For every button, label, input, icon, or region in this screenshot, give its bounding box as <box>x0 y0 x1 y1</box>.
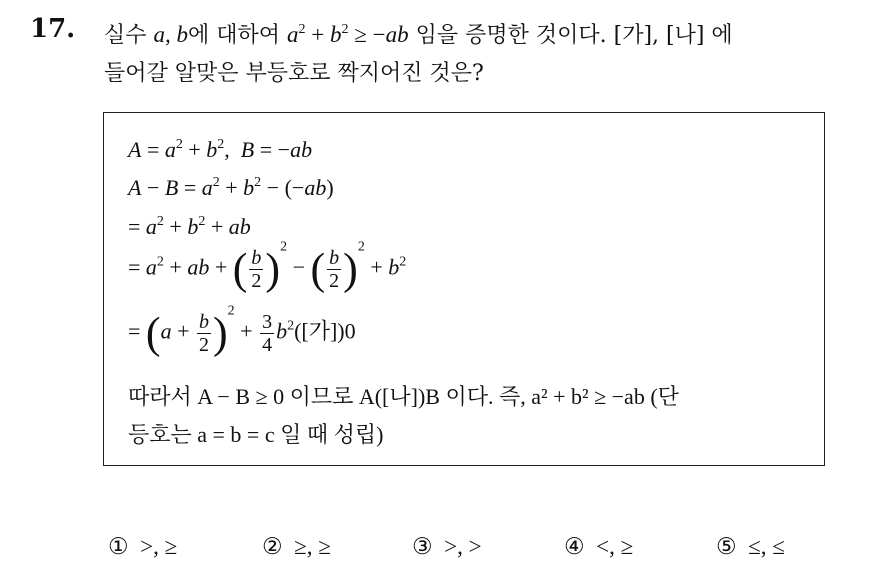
stem-line-1 <box>104 16 733 55</box>
stem-line-2: 들어갈 알맞은 부등호로 짝지어진 것은? <box>104 61 484 86</box>
fraction-3-over-4: $\frac{3}{4}$ <box>262 311 273 356</box>
proof-line-7: 등호는 a = b = c 일 때 성립) <box>128 422 384 447</box>
fraction-b-over-2-second: $\frac{b}{2}$ <box>329 247 340 292</box>
stem-text-pre: 실수 <box>104 23 147 48</box>
choice-2[interactable]: ② ≥, ≥ <box>262 534 331 559</box>
choice-5[interactable]: ⑤ ≤, ≤ <box>716 534 785 559</box>
fraction-b-over-2-third: $\frac{b}{2}$ <box>199 311 209 356</box>
stem-inequality: $a^2 + b^2 \ge -ab$ <box>287 22 409 47</box>
question-number: 17. <box>30 14 76 44</box>
choice-3[interactable]: ③ >, > <box>412 534 482 559</box>
proof-line-6: 따라서 A − B ≥ 0 이므로 A([나])B 이다. 즉, a² + b² ≥ −ab (단 <box>128 384 679 409</box>
proof-line-5: = (a + $\frac{b}{2}$ )$^2$ + $\frac{3}{4}$ $b^2$([가])0 <box>128 303 356 358</box>
fraction-b-over-2: $\frac{b}{2}$ <box>251 247 262 292</box>
question-stem <box>104 16 733 93</box>
proof-line-3: = $a^2 + b^2$ + ab <box>128 214 251 239</box>
choice-1[interactable]: ① >, ≥ <box>108 534 178 559</box>
stem-text-post: 임을 증명한 것이다. [가], [나] 에 <box>415 23 733 48</box>
stem-variables: a, b <box>153 22 189 47</box>
proof-box <box>103 112 825 466</box>
proof-line-2: $A - B = a^2 + b^2 - (-ab)$ <box>128 175 334 200</box>
proof-line-1: $A = a^2 + b^2$, B = −ab <box>128 137 313 162</box>
proof-line-4: = $a^2$ + ab + ( $\frac{b}{2}$ )$^2$ − ( $\frac{b}{2}$ )$^2 + b^2$ <box>128 239 407 294</box>
choice-4[interactable]: ④ <, ≥ <box>564 534 634 559</box>
stem-text-mid: 에 대하여 <box>188 23 281 48</box>
